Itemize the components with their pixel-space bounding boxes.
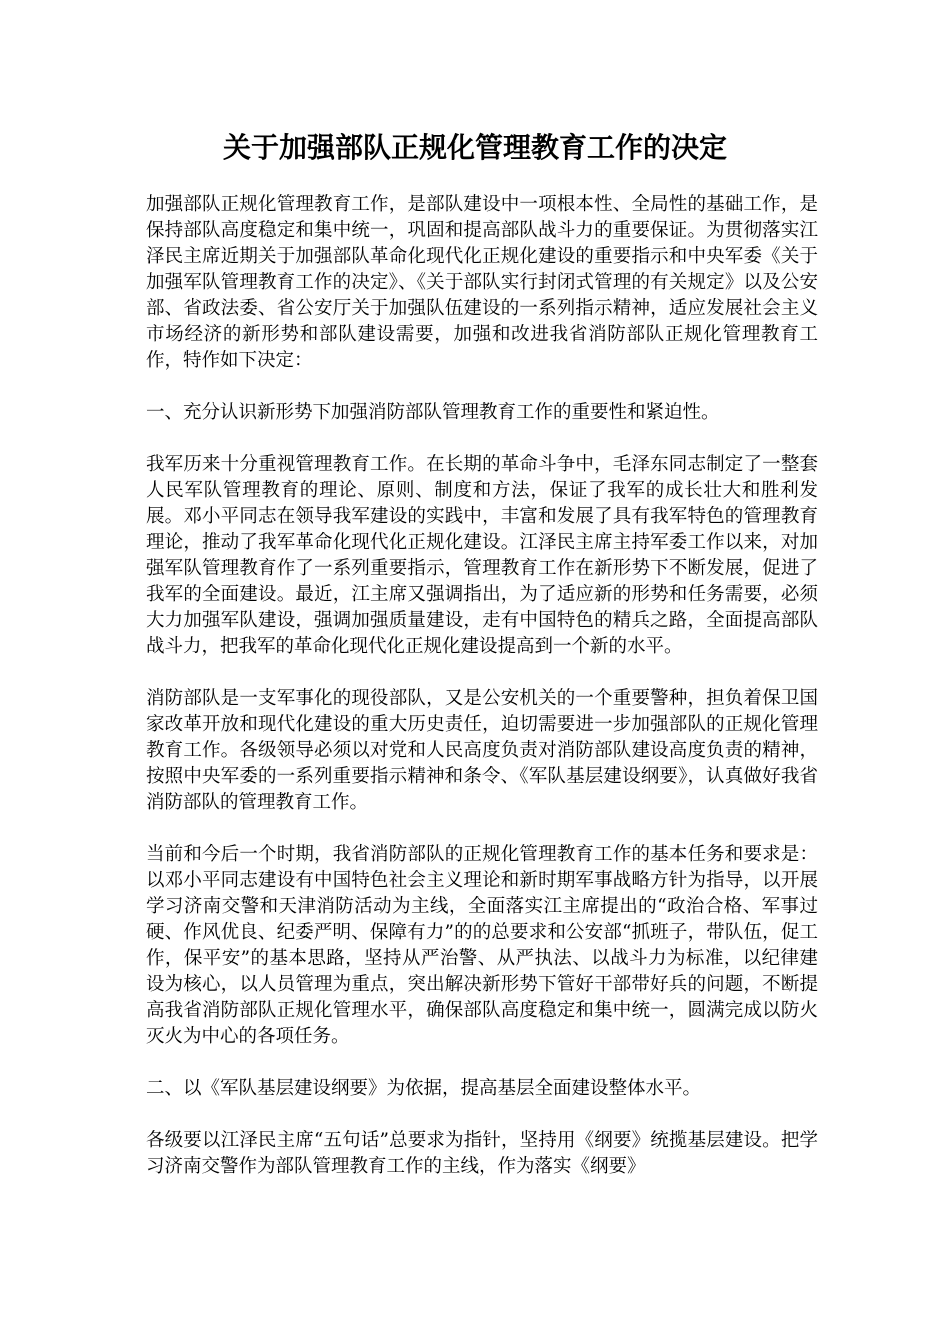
paragraph-history: 我军历来十分重视管理教育工作。在长期的革命斗争中，毛泽东同志制定了一整套人民军队管理教育的理论、原则、制度和方法，保证了我军的成长壮大和胜利发展。邓小平同志在领导我军建设的实践中，丰富和发展了具有我军特色的管理教育理论，推动了我军革命化现代化正规化建设。江泽民主席主持军委工作以来，对加强军队管理教育作了一系列重要指示，管理教育工作在新形势下不断发展，促进了我军的全面建设。最近，江主席又强调指出，为了适应新的形势和任务需要，必须大力加强军队建设，强调加强质量建设，走有中国特色的精兵之路，全面提高部队战斗力，把我军的革命化现代化正规化建设提高到一个新的水平。 xyxy=(146,454,818,657)
paragraph-intro: 加强部队正规化管理教育工作，是部队建设中一项根本性、全局性的基础工作，是保持部队高度稳定和集中统一，巩固和提高部队战斗力的重要保证。为贯彻落实江泽民主席近期关于加强部队革命化现代化正规化建设的重要指示和中央军委《关于加强军队管理教育工作的决定》、《关于部队实行封闭式管理的有关规定》以及公安部、省政法委、省公安厅关于加强队伍建设的一系列指示精神，适应发展社会主义市场经济的新形势和部队建设需要，加强和改进我省消防部队正规化管理教育工作，特作如下决定： xyxy=(146,194,818,371)
paragraph-tasks: 当前和今后一个时期，我省消防部队的正规化管理教育工作的基本任务和要求是：以邓小平同志建设有中国特色社会主义理论和新时期军事战略方针为指导，以开展学习济南交警和天津消防活动为主线，全面落实江主席提出的“政治合格、军事过硬、作风优良、纪委严明、保障有力”的的总要求和公安部“抓班子，带队伍，促工作，保平安”的基本思路，坚持从严治警、从严执法、以战斗力为标准，以纪律建设为核心，以人员管理为重点，突出解决新形势下管好干部带好兵的问题，不断提高我省消防部队正规化管理水平，确保部队高度稳定和集中统一，圆满完成以防火灭火为中心的各项任务。 xyxy=(146,844,818,1047)
paragraph-guidelines: 各级要以江泽民主席“五句话”总要求为指针，坚持用《纲要》统揽基层建设。把学习济南交警作为部队管理教育工作的主线，作为落实《纲要》 xyxy=(146,1130,818,1177)
document-body xyxy=(146,192,818,1206)
paragraph-fire-force: 消防部队是一支军事化的现役部队，又是公安机关的一个重要警种，担负着保卫国家改革开放和现代化建设的重大历史责任，迫切需要进一步加强部队的正规化管理教育工作。各级领导必须以对党和人民高度负责对消防部队建设高度负责的精神，按照中央军委的一系列重要指示精神和条令、《军队基层建设纲要》，认真做好我省消防部队的管理教育工作。 xyxy=(146,688,818,813)
section-heading-2: 二、以《军队基层建设纲要》为依据，提高基层全面建设整体水平。 xyxy=(146,1078,702,1099)
document-title: 关于加强部队正规化管理教育工作的决定 xyxy=(222,131,727,164)
section-heading-1: 一、充分认识新形势下加强消防部队管理教育工作的重要性和紧迫性。 xyxy=(146,402,720,423)
